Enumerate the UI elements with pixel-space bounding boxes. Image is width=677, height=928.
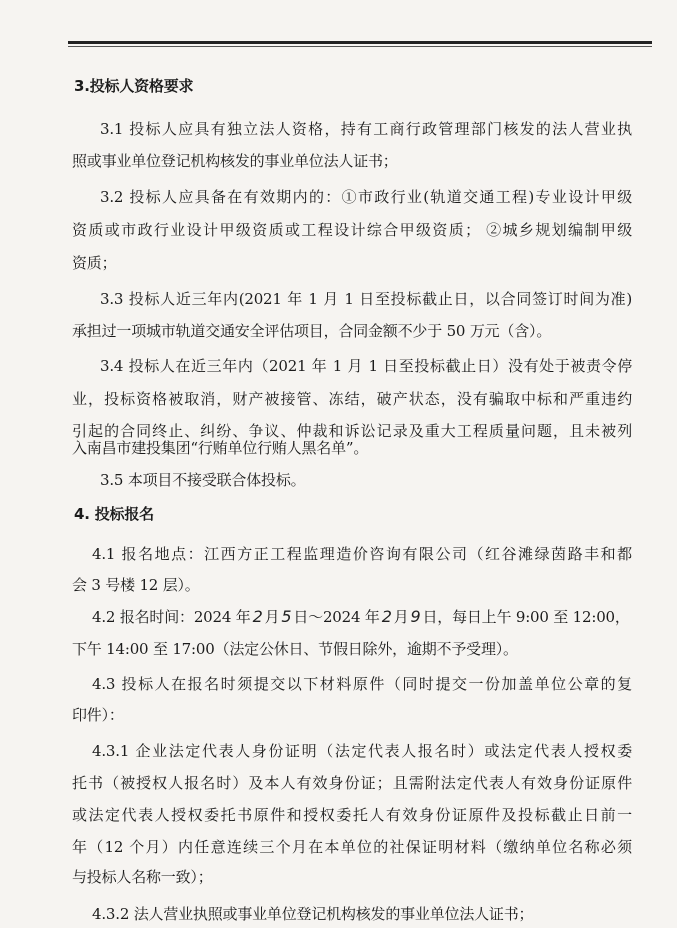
header-rule xyxy=(68,41,652,44)
para-3-1-line: 照或事业单位登记机构核发的事业单位法人证书； xyxy=(72,152,398,170)
handwritten-day: 5 xyxy=(281,607,292,626)
handwritten-day: 9 xyxy=(410,607,421,626)
para-4-3-2-line: 4.3.2 法人营业执照或事业单位登记机构核发的事业单位法人证书； xyxy=(92,905,534,923)
para-3-4-line: 引起的合同终止、纠纷、争议、仲裁和诉讼记录及重大工程质量问题，且未被列 xyxy=(72,422,632,440)
handwritten-month: 2 xyxy=(252,607,263,626)
text: 日～2024 年 xyxy=(293,608,380,626)
header-rule-thin xyxy=(68,46,652,47)
text: 月 xyxy=(393,608,409,626)
text: 日，每日上午 9:00 至 12:00， xyxy=(422,608,630,626)
para-4-3-1-line: 4.3.1 企业法定代表人身份证明（法定代表人报名时）或法定代表人授权委 xyxy=(92,742,632,760)
para-3-2-line: 3.2 投标人应具备在有效期内的：①市政行业(轨道交通工程)专业设计甲级 xyxy=(100,188,632,206)
para-4-3-1-line: 与投标人名称一致）； xyxy=(72,868,213,886)
para-3-5-line: 3.5 本项目不接受联合体投标。 xyxy=(100,471,306,489)
para-3-2-line: 资质； xyxy=(72,254,117,272)
para-3-4-line: 3.4 投标人在近三年内（2021 年 1 月 1 日至投标截止日）没有处于被责令停 xyxy=(100,357,632,375)
para-4-3-1-line: 年（12 个月）内任意连续三个月在本单位的社保证明材料（缴纳单位名称必须 xyxy=(72,838,632,856)
para-4-2-line xyxy=(92,606,632,628)
handwritten-month: 2 xyxy=(381,607,392,626)
text: 月 xyxy=(264,608,280,626)
para-4-3-line: 4.3 投标人在报名时须提交以下材料原件（同时提交一份加盖单位公章的复 xyxy=(92,675,632,693)
para-4-3-1-line: 托书（被授权人报名时）及本人有效身份证；且需附法定代表人有效身份证原件 xyxy=(72,774,632,792)
para-3-3-line: 承担过一项城市轨道交通安全评估项目，合同金额不少于 50 万元（含）。 xyxy=(72,322,552,340)
para-3-2-line: 资质或市政行业设计甲级资质或工程设计综合甲级资质； ②城乡规划编制甲级 xyxy=(72,221,632,239)
section-4-title: 4. 投标报名 xyxy=(74,505,154,523)
para-3-4-line: 入南昌市建投集团“行贿单位行贿人黑名单”。 xyxy=(72,439,369,457)
para-3-1-line: 3.1 投标人应具有独立法人资格，持有工商行政管理部门核发的法人营业执 xyxy=(100,120,632,138)
para-4-3-1-line: 或法定代表人授权委托书原件和授权委托人有效身份证原件及投标截止日前一 xyxy=(72,806,632,824)
para-3-4-line: 业，投标资格被取消，财产被接管、冻结，破产状态，没有骗取中标和严重违约 xyxy=(72,390,632,408)
para-4-1-line: 会 3 号楼 12 层）。 xyxy=(72,576,200,594)
para-4-2-line: 下午 14:00 至 17:00（法定公休日、节假日除外，逾期不予受理）。 xyxy=(72,640,518,658)
text: 4.2 报名时间：2024 年 xyxy=(92,608,251,626)
para-3-3-line: 3.3 投标人近三年内(2021 年 1 月 1 日至投标截止日，以合同签订时间为准) xyxy=(100,290,632,308)
para-4-1-line: 4.1 报名地点：江西方正工程监理造价咨询有限公司（红谷滩绿茵路丰和都 xyxy=(92,545,632,563)
section-3-title: 3.投标人资格要求 xyxy=(74,77,194,95)
para-4-3-line: 印件）： xyxy=(72,706,124,724)
